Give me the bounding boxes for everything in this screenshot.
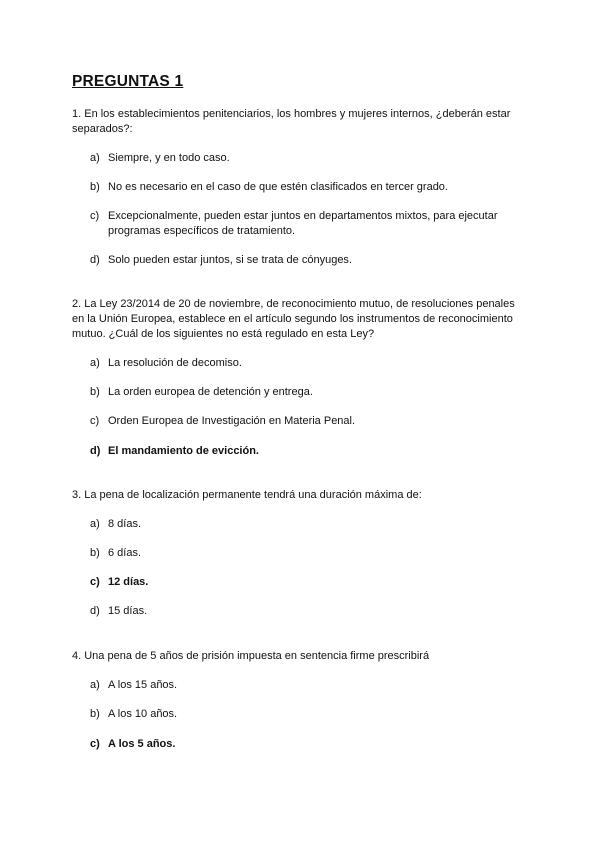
option-text: La orden europea de detención y entrega. — [108, 386, 313, 398]
option-text: El mandamiento de evicción. — [108, 445, 259, 457]
option-letter: b) — [90, 181, 100, 193]
option-letter: a) — [90, 518, 100, 530]
option-letter: b) — [90, 708, 100, 720]
option-letter: d) — [90, 605, 100, 617]
option-text: A los 10 años. — [108, 708, 178, 720]
question-3-text: 3. La pena de localización permanente tendrá una duración máxima de: — [72, 489, 422, 501]
question-4-option-c — [90, 737, 530, 752]
question-1-option-c — [90, 209, 530, 239]
option-letter: c) — [90, 415, 100, 427]
option-letter: a) — [90, 152, 100, 164]
option-letter: d) — [90, 445, 101, 457]
option-letter: c) — [90, 576, 100, 588]
question-1-text: 1. En los establecimientos penitenciarios, los hombres y mujeres internos, ¿deberán estar separados?: — [72, 108, 511, 135]
question-4-option-a — [90, 678, 530, 693]
option-letter: b) — [90, 386, 100, 398]
option-text: 12 días. — [108, 576, 149, 588]
question-1-option-d — [90, 253, 530, 268]
question-2-option-c — [90, 414, 530, 429]
option-text: 8 días. — [108, 518, 142, 530]
question-3-option-d — [90, 604, 530, 619]
question-3-option-b — [90, 546, 530, 561]
question-1-option-b — [90, 180, 530, 195]
question-2-option-a — [90, 356, 530, 371]
option-text: 15 días. — [108, 605, 148, 617]
option-text: Solo pueden estar juntos, si se trata de cónyuges. — [108, 254, 352, 266]
question-2-option-b — [90, 385, 530, 400]
option-letter: a) — [90, 679, 100, 691]
option-letter: d) — [90, 254, 100, 266]
page-title: PREGUNTAS 1 — [72, 73, 184, 90]
question-2-option-d — [90, 444, 530, 459]
option-letter: b) — [90, 547, 100, 559]
question-4-option-b — [90, 707, 530, 722]
option-text: La resolución de decomiso. — [108, 357, 242, 369]
option-letter: c) — [90, 738, 100, 750]
question-2-text: 2. La Ley 23/2014 de 20 de noviembre, de reconocimiento mutuo, de resoluciones penales en la Unión Europea, establece en el artículo segundo los instrumentos de reconocimiento mutuo. ¿Cuál de los siguientes no está regulado en esta Ley? — [72, 298, 515, 340]
option-text: Excepcionalmente, pueden estar juntos en departamentos mixtos, para ejecutar programas específicos de tratamiento. — [108, 210, 498, 237]
option-text: A los 15 años. — [108, 679, 178, 691]
question-4-text: 4. Una pena de 5 años de prisión impuesta en sentencia firme prescribirá — [72, 650, 430, 662]
option-text: 6 días. — [108, 547, 142, 559]
option-letter: a) — [90, 357, 100, 369]
option-text: Orden Europea de Investigación en Materia Penal. — [108, 415, 356, 427]
option-text: A los 5 años. — [108, 738, 176, 750]
question-1-option-a — [90, 151, 530, 166]
option-text: No es necesario en el caso de que estén clasificados en tercer grado. — [108, 181, 448, 193]
option-text: Siempre, y en todo caso. — [108, 152, 230, 164]
option-letter: c) — [90, 210, 100, 222]
question-3-option-a — [90, 517, 530, 532]
question-3-option-c — [90, 575, 530, 590]
